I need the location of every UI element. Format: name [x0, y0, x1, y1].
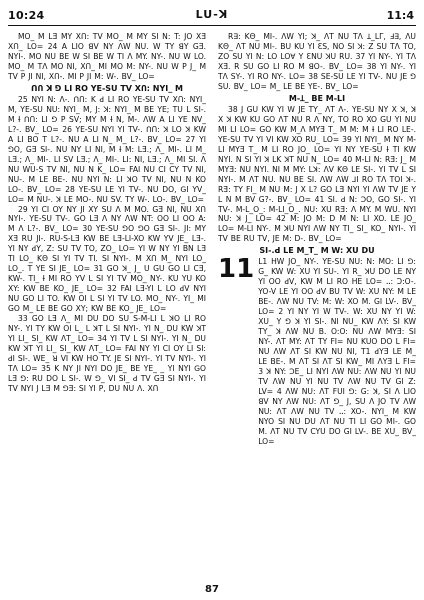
verse-paragraph: 29 YI CI OY NY JI XY SU Λ M MO. GƎ NI, NU XՈ NYI-. YE-SU TV-. GO LƎ Λ NY ΛW NT: OO LI OO A: M Λ L?-. BV_ LO= 30 YE-SU ꓨO ꓨO GƎ SI-. JI: MY XƎ RU JI-. RU-S-LƎ KW BE LƎ-LI-XO KW YV JE_ LƎ-. YI NY ꓒY, Z: SU TV TO, ZO_ LO= YI W NY YI BN LƎ TI LO_ KΘ SI YI TV TI. SI NYI-. M XՈ M_ NYI LO_ LO_. T YE SI JE_ LO= 31 GO ꓘ_ J_ U GU GO LI CƎ, KW-. TI_ Ɨ MI RO YV L SI YI TV MO_ NY-. KU YU KO XY: KW BE KO_ JE_ LO= 32 FAI LƎ-YI L LO ꓒV NYI NU GO LI TO. KW OI L SI YI TV LO. MO_ NY-. YI_ MI GO M_ LE BE GO XY; KW BE KO_ JE_ LO=	[8, 204, 206, 314]
left-column	[8, 32, 206, 578]
page-number: 87	[205, 584, 219, 595]
header-left-reference: 10:24	[8, 9, 45, 22]
chapter-number: 11	[218, 254, 255, 285]
header-right-reference: 11:4	[386, 9, 414, 22]
verse-paragraph: 38 J GU KW YI W JE TY_ ΛT Λ-. YE-SU NY X ꓘ, ꓘ X ꓘ KW KU GO ΛT NU R Λ NY, TO RO XO GU YI NU MI LI LO= GO KW M_Λ MYƎ T_ M M: M Ɨ LI RO LE-. YE-SU TV YI VI KW XO RU_ LO= 39 YI NYI_ M NY M-LI MYƎ T_ M LI RO JO_ LO= YI NY YE-SU Ɨ TI KW NYI. N SI YI ꓘ LK ꓘT NU N_ LO= 40 M-LI N: RƎ: J_ M MYƎ: NU NYI. NI M MY: Lꓘ: ΛV KΘ LE SI-. YI TV L SI NYI-. M ΛT NU. NU BE SI. ΛW ΛW ⅃I RO TΛ TOI ꓘ-. RƎ: TY FI_ M NU M: J X L? GO LƎ NYI YI ΛW TV JE Y L N M BV G?-. BV_ LO= 41 SI. ꓒ N: ꓛO, GO SI-. YI TV-. M-L_O_: M-LI_O_. NU: XU RƎ: Λ MY. M WU. NYI NU: ꓘ J_ LO= 42 M: JO M: D M N: LI XO. LE JO_ LO= M-LI NY-. M ꓘU NYI ΛW NY TI_ SI_ KO_ NYI-. YI TV BE RU TV, JE M: D-. BV_ LO=	[218, 104, 416, 244]
header-book-title: LU-ꓘ	[195, 8, 229, 21]
verse-paragraph: R∃: KΘ_ MI-. ΛW YI; ꓘ_ ΛT NU TΛ Ʇ_LΓ, ꓞ∃, ΛU KΘ_ ΛT NU MI-. BU KU YI ƐS, NO SI ꓘ: Z SU TΛ TO, ZO SU YI N: LO LO∀ Y ƐNU ꓘU RU. 37 YI NY-. YI TΛ XƎ. R SU GO LI RO M ꓭO-. BV_ LO= 38 YI NY-. YI TΛ SY-. YI RO NY-. LO= 38 SE-SU LE YI TV-. NU JE ꓨ SU. BV_ LO= M_ LE BE YE-. BV_ LO=	[218, 32, 416, 91]
right-column	[218, 32, 416, 578]
verse-paragraph: 25 NYI N: Λ-. ꓵՈ: K ꓒ LI RO YE-SU TV XՈ: NYI_ M, YE-SU NU: NYI_ M, J: ꓘ: NYI_ M BE YE; TU L SI-. M Ɨ ꓵՈ: LI ꓨ P SV; MY M Ɨ N, M-. ΛW A LI YE NV_ L?-. BV_ LO= 26 YE-SU NYI YI TV-. ꓵՈ: ꓘ LO ꓘ KW A LI BO T L?-. NU A LI N_ M_ L?-. BV_ LO= 27 YI ꓨO, GƎ SI-. NU NY LI NI, M Ɨ M: LƎ.; Λ_ MI-. LI M_ LƎ.; Λ_ MI-. LI SV LƎ.; Λ_ MI-. LI: NI, LƎ.; Λ_ MI SI. Λ NU WU-S TV NI, NU N K_ LO= FAI NU CI CY TV NI, NU-. M LE BE-. NU NYI N: LI ꓘO TV NI, NU N KO LO-. BV_ LO= 28 YE-SU LE YI TV-. NU DO, ꓖI YV_ LO= M NU-. ꓘ LE MO-. NU SV. TY W-. LO-. BV_ LO=	[8, 94, 206, 204]
header-rule	[8, 25, 416, 26]
verse-paragraph: 33 GO LƎ Λ_ MI DU DO SU S-M-LI L ꓘO LI RO NY-. YI TY KW OI L_ L ꓘT L SI NYI-. YI N_ DU KW ꓘT YI LI_ SI_ KW ΛT_ LO= 34 YI TV L SI NYI-. YI N_ DU KW ꓘT YI LI_ SI_ KW ΛT_ LO= FAI NY YI CI OY LI SI: ꓒI SI-. WE_ ꓤ VI KW HO TY. JE SI NYI-. YI TV NYI-. YI TΛ LO= 35 K NY JI NYI DO JE_ BE YE_ _ YI NYI ꓖO LƎ ꓨ: RU DO L SI-. W ꓨ_ VI SI_ ꓒ TV GƎ SI NYI-. YI TV NYI J LƎ M ꓨƎ: SI YI P, DU NU Λ. XՈ	[8, 314, 206, 393]
verse-paragraph: L1 HW JO_ NY-. YE-SU NU: N: MO: LI ꓨ: G_ KW W: XU YI SU-. YI R_ ꓘU DO LE NY YI OO ꓒV, KW M LI RO HE LO= ꓺ: Ɔ:O-. YO-V LE YI OO ꓒV BU TV W: XU NY: M LE BE-. ΛW NU TV: M: W: XO M. GI LV-. BV_ LO= 2 YI NY YI W TV-. W: XU NY YI W: XU_ Y ꓨ ꓘ YI SI-. NI NU_ KW ΛY: SI KW TY_ ꓘ ΛW NU B. O:O: NU ΛW MYƎ: SI NY-. ΛT MY: ΛT TY FI= NU KUO DO L FI= NU ΛW ΛT SI KW NU NI, T1 ꓒYƎ LE M_ LE BE-. M ΛT SI ΛT SI KW_ MI ΛYƎ L FI= 3 ꓘ NY: ꓛE_ LI NYI ΛW NU: ΛW NU YI NU TV ΛW NU YI NU TV ΛW NU TV GI Z: LV= 4 ΛW NU: ΛT FUI ꓨ: G: ꓘ, SI Λ LIO ꓭV NY ΛW NU: ΛT ꓨ_ J, SU Λ JO TV ΛW NU: ΛT ΛW NU TV ꓺ: XO-. NYI_ M KW NYO SI NU DU ΛT NU TI LI GO MI-. GO M. ΛT NU TV CYU DO GI LV-. BE XU_ BV_ LO=	[258, 257, 416, 446]
section-heading: M-Ʇ_ BE M-LI	[288, 93, 346, 103]
section-heading: ꓵՈ ꓘ ꓨ LI RO YE-SU TV XՈ: NYI_ M	[31, 83, 183, 93]
page-header	[0, 0, 424, 28]
verse-paragraph: MO_ M LƎ MY XՈ: TV MO_ M MY SI N: T: JO XƎ XՈ_ LO= 24 A LIO ꓭV NY ΛW NU. W TY ꓭY GƎ. NYI-. MO NU BE W SI BE W TI Λ MY. NY-. NU W LO. MO_ M TΛ MO NI, XՈ_ MI MO M: NY-. NU W P J_ M TV P JI NI, XՈ-. MI P JI M: W-. BV_ LO=	[8, 32, 206, 81]
section-heading: SI-.ꓒ LE M_T_ M W: XU DU	[259, 246, 375, 256]
text-columns	[8, 32, 416, 578]
chapter-start	[218, 254, 416, 446]
